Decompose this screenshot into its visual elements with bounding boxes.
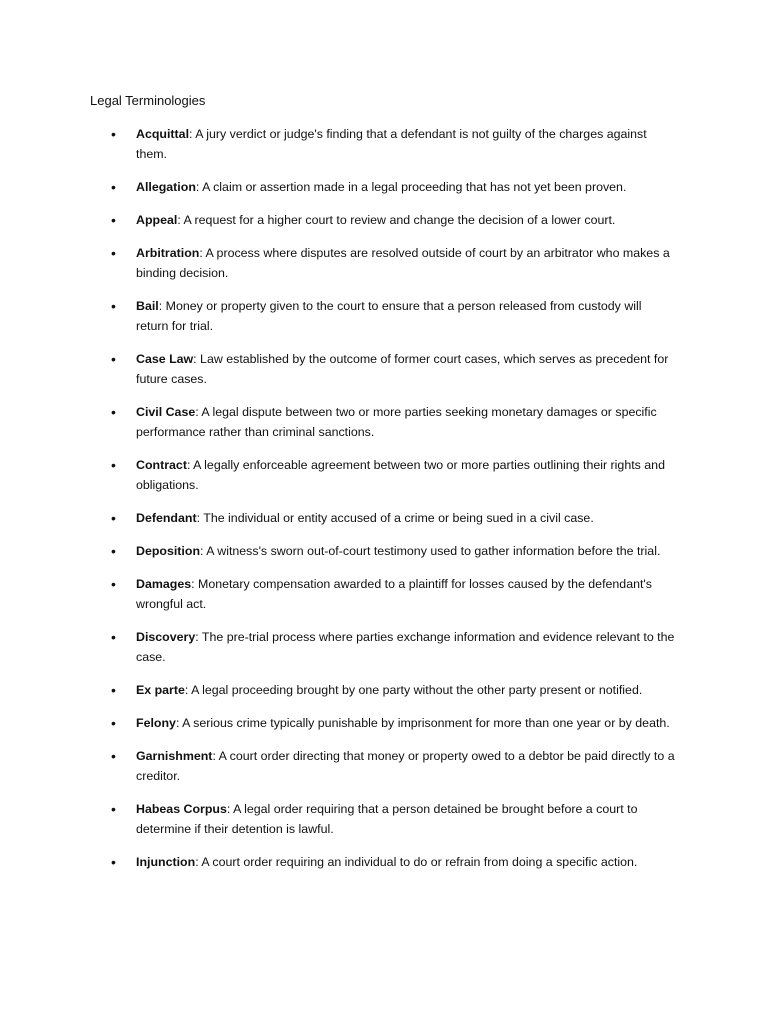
term-label: Case Law [136, 352, 194, 366]
term-label: Discovery [136, 630, 196, 644]
term-label: Bail [136, 299, 159, 313]
bullet-icon: • [111, 404, 116, 420]
list-item [0, 455, 676, 495]
term-label: Habeas Corpus [136, 802, 227, 816]
term-label: Arbitration [136, 246, 200, 260]
term-label: Defendant [136, 511, 197, 525]
term-definition: : A legal dispute between two or more parties seeking monetary damages or specific performance rather than criminal sanctions. [136, 405, 657, 439]
bullet-icon: • [111, 576, 116, 592]
bullet-icon: • [111, 715, 116, 731]
list-item [0, 541, 676, 561]
term-label: Deposition [136, 544, 201, 558]
term-definition: : A process where disputes are resolved outside of court by an arbitrator who makes a binding decision. [136, 246, 670, 280]
bullet-icon: • [111, 629, 116, 645]
bullet-icon: • [111, 510, 116, 526]
bullet-icon: • [111, 245, 116, 261]
list-item [0, 243, 676, 283]
term-definition: : A witness's sworn out-of-court testimony used to gather information before the trial. [200, 544, 661, 558]
term-label: Civil Case [136, 405, 196, 419]
term-definition: : A court order directing that money or property owed to a debtor be paid directly to a creditor. [136, 749, 675, 783]
list-item [0, 627, 676, 667]
term-definition: : Money or property given to the court to ensure that a person released from custody will return for trial. [136, 299, 642, 333]
term-label: Damages [136, 577, 192, 591]
term-definition: : The individual or entity accused of a crime or being sued in a civil case. [196, 511, 594, 525]
term-definition: : Monetary compensation awarded to a plaintiff for losses caused by the defendant's wrongful act. [136, 577, 652, 611]
term-label: Allegation [136, 180, 196, 194]
list-item [0, 124, 676, 164]
term-definition: : A legally enforceable agreement between two or more parties outlining their rights and obligations. [136, 458, 665, 492]
list-item [0, 746, 676, 786]
term-list [0, 124, 768, 885]
term-definition: : A claim or assertion made in a legal proceeding that has not yet been proven. [195, 180, 627, 194]
bullet-icon: • [111, 748, 116, 764]
document-title: Legal Terminologies [90, 93, 206, 108]
list-item [0, 713, 676, 733]
term-label: Garnishment [136, 749, 213, 763]
bullet-icon: • [111, 854, 116, 870]
list-item [0, 574, 676, 614]
term-label: Appeal [136, 213, 178, 227]
list-item [0, 852, 676, 872]
term-definition: : A request for a higher court to review and change the decision of a lower court. [177, 213, 616, 227]
term-definition: : A jury verdict or judge's finding that a defendant is not guilty of the charges against them. [136, 127, 647, 161]
term-definition: : The pre-trial process where parties exchange information and evidence relevant to the case. [136, 630, 675, 664]
term-definition: : Law established by the outcome of former court cases, which serves as precedent for future cases. [136, 352, 669, 386]
list-item [0, 210, 676, 230]
term-definition: : A serious crime typically punishable by imprisonment for more than one year or by death. [175, 716, 670, 730]
term-label: Ex parte [136, 683, 185, 697]
bullet-icon: • [111, 682, 116, 698]
term-definition: : A court order requiring an individual to do or refrain from doing a specific action. [195, 855, 638, 869]
bullet-icon: • [111, 179, 116, 195]
term-definition: : A legal order requiring that a person detained be brought before a court to determine if their detention is lawful. [136, 802, 638, 836]
list-item [0, 296, 676, 336]
term-definition: : A legal proceeding brought by one party without the other party present or notified. [184, 683, 643, 697]
bullet-icon: • [111, 457, 116, 473]
bullet-icon: • [111, 801, 116, 817]
list-item [0, 508, 676, 528]
bullet-icon: • [111, 298, 116, 314]
list-item [0, 680, 676, 700]
list-item [0, 349, 676, 389]
bullet-icon: • [111, 543, 116, 559]
bullet-icon: • [111, 212, 116, 228]
term-label: Injunction [136, 855, 196, 869]
term-label: Felony [136, 716, 176, 730]
bullet-icon: • [111, 126, 116, 142]
list-item [0, 799, 676, 839]
bullet-icon: • [111, 351, 116, 367]
term-label: Acquittal [136, 127, 190, 141]
term-label: Contract [136, 458, 187, 472]
list-item [0, 402, 676, 442]
list-item [0, 177, 676, 197]
